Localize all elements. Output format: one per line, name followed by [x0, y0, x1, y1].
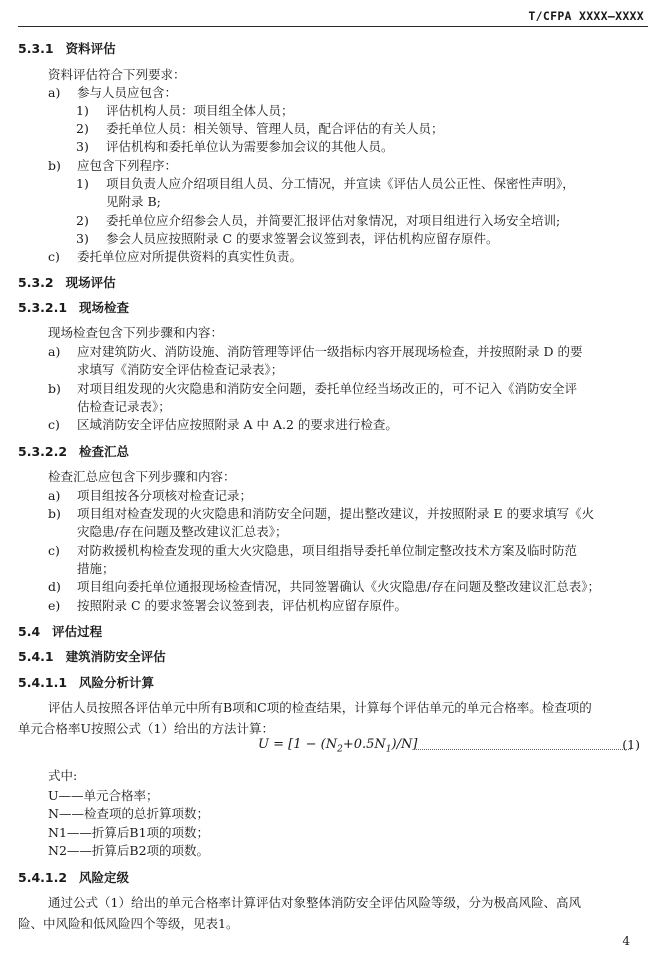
list-text: 应对建筑防火、消防设施、消防管理等评估一级指标内容开展现场检查，并按照附录 D 的要	[77, 344, 583, 359]
heading-number: 5.3.2.1	[18, 300, 68, 315]
formula-expression: $U = [1 - (N_2+0.5N_1)/N]$	[258, 737, 418, 755]
heading-number: 5.3.2.2	[18, 444, 68, 459]
heading-title: 检查汇总	[79, 444, 130, 459]
list-text: 参与人员应包含：	[77, 85, 178, 100]
heading-5-3-2	[18, 274, 116, 291]
heading-number: 5.4.1.1	[18, 675, 68, 690]
equation-number: (1)	[622, 737, 640, 752]
list-text: 项目负责人应介绍项目组人员、分工情况，并宣读《评估人员公正性、保密性声明》，	[106, 176, 575, 191]
paragraph-line: 评估人员按照各评估单元中所有B项和C项的检查结果，计算每个评估单元的单元合格率。检查项的	[48, 700, 592, 715]
page-number: 4	[622, 934, 630, 948]
header-rule	[18, 26, 648, 27]
heading-5-3-2-1	[18, 299, 129, 316]
list-text: 应包含下列程序：	[77, 158, 178, 173]
list-text-continued: 求填写《消防安全评估检查记录表》；	[77, 362, 284, 377]
paragraph-line: 险、中风险和低风险四个等级，见表1。	[18, 916, 239, 931]
list-text: 对项目组发现的火灾隐患和消防安全问题，委托单位经当场改正的，可不记入《消防安全评	[77, 381, 578, 396]
list-text: 参会人员应按照附录 C 的要求签署会议签到表，评估机构应留存原件。	[106, 231, 499, 246]
list-text: 区域消防安全评估应按照附录 A 中 A.2 的要求进行检查。	[77, 417, 398, 432]
definition: N1——折算后B1项的项数；	[48, 825, 210, 840]
heading-title: 现场检查	[79, 300, 130, 315]
list-text: 项目组按各分项核对检查记录；	[77, 488, 253, 503]
list-marker: a)	[48, 85, 61, 100]
list-marker: 2)	[76, 121, 89, 136]
heading-5-3-1	[18, 40, 116, 57]
definition: U——单元合格率；	[48, 788, 159, 803]
heading-number: 5.3.2	[18, 275, 54, 290]
list-marker: e)	[48, 598, 61, 613]
heading-5-4-1-2	[18, 869, 129, 886]
heading-5-4-1	[18, 648, 166, 665]
paragraph-line: 单元合格率U按照公式（1）给出的方法计算：	[18, 721, 274, 736]
formula-1	[18, 737, 648, 757]
list-text: 按照附录 C 的要求签署会议签到表，评估机构应留存原件。	[77, 598, 408, 613]
list-marker: 2)	[76, 213, 89, 228]
heading-title: 资料评估	[65, 41, 116, 56]
standard-code: T/CFPA XXXX—XXXX	[528, 9, 644, 23]
where-label: 式中:	[48, 768, 78, 783]
list-text: 委托单位应介绍参会人员，并简要汇报评估对象情况，对项目组进行入场安全培训;	[106, 213, 561, 228]
list-marker: c)	[48, 249, 60, 264]
dot-leader	[416, 741, 631, 750]
definition: N——检查项的总折算项数；	[48, 806, 209, 821]
heading-number: 5.4	[18, 624, 41, 639]
heading-title: 评估过程	[52, 624, 103, 639]
list-marker: c)	[48, 543, 60, 558]
heading-5-3-2-2	[18, 443, 129, 460]
heading-title: 风险定级	[79, 870, 130, 885]
heading-title: 风险分析计算	[79, 675, 155, 690]
definition: N2——折算后B2项的项数。	[48, 843, 210, 858]
heading-title: 现场评估	[65, 275, 116, 290]
list-text: 对防救援机构检查发现的重大火灾隐患，项目组指导委托单位制定整改技术方案及临时防范	[77, 543, 578, 558]
heading-number: 5.4.1.2	[18, 870, 68, 885]
list-text: 评估机构和委托单位认为需要参加会议的其他人员。	[106, 139, 394, 154]
paragraph-intro: 现场检查包含下列步骤和内容：	[48, 325, 224, 340]
list-text-continued: 措施；	[77, 561, 115, 576]
list-text: 评估机构人员：项目组全体人员；	[106, 103, 294, 118]
list-marker: 1)	[76, 176, 89, 191]
list-text-continued: 估检查记录表》；	[77, 399, 171, 414]
list-text: 项目组向委托单位通报现场检查情况，共同签署确认《火灾隐患/存在问题及整改建议汇总表》；	[77, 579, 600, 594]
list-text: 委托单位应对所提供资料的真实性负责。	[77, 249, 303, 264]
heading-number: 5.4.1	[18, 649, 54, 664]
list-marker: d)	[48, 579, 61, 594]
list-marker: a)	[48, 488, 61, 503]
list-marker: 1)	[76, 103, 89, 118]
paragraph-intro: 资料评估符合下列要求：	[48, 67, 186, 82]
heading-title: 建筑消防安全评估	[65, 649, 166, 664]
list-text: 项目组对检查发现的火灾隐患和消防安全问题，提出整改建议，并按照附录 E 的要求填写《火	[77, 506, 595, 521]
list-marker: 3)	[76, 139, 89, 154]
list-marker: b)	[48, 158, 61, 173]
list-marker: b)	[48, 506, 61, 521]
list-marker: b)	[48, 381, 61, 396]
paragraph-line: 通过公式（1）给出的单元合格率计算评估对象整体消防安全评估风险等级，分为极高风险、高风	[48, 895, 581, 910]
list-text: 委托单位人员：相关领导、管理人员，配合评估的有关人员；	[106, 121, 444, 136]
heading-5-4-1-1	[18, 674, 154, 691]
list-text-continued: 见附录 B;	[106, 194, 161, 209]
heading-number: 5.3.1	[18, 41, 54, 56]
heading-5-4	[18, 623, 102, 640]
paragraph-intro: 检查汇总应包含下列步骤和内容：	[48, 469, 236, 484]
list-marker: c)	[48, 417, 60, 432]
list-marker: 3)	[76, 231, 89, 246]
list-text-continued: 灾隐患/存在问题及整改建议汇总表》；	[77, 524, 288, 539]
list-marker: a)	[48, 344, 61, 359]
